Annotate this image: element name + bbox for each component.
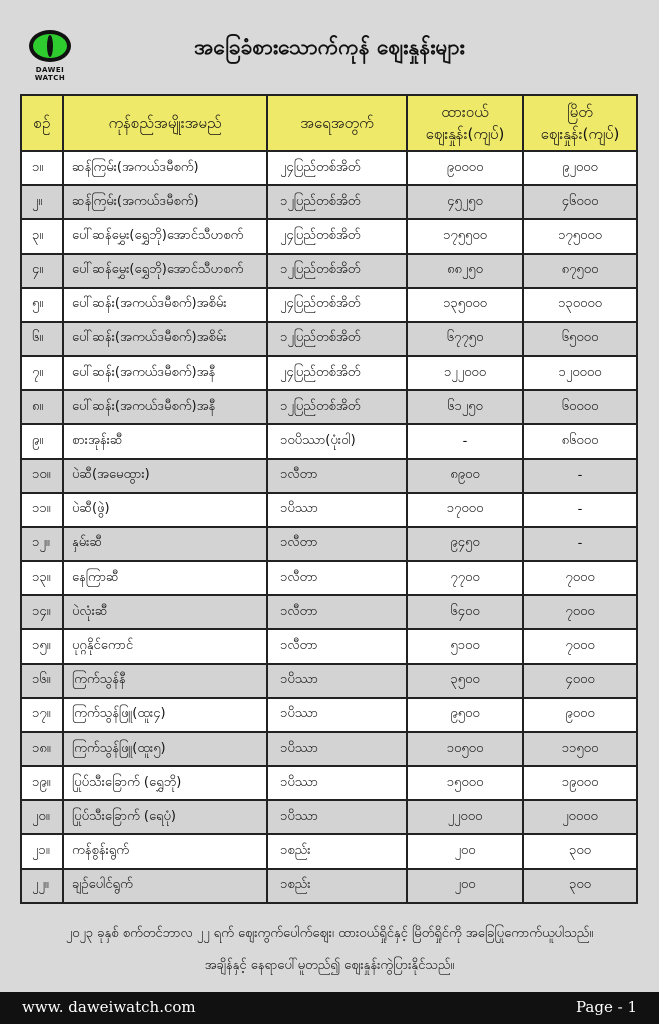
cell-dawei-price: ၈၈၂၅၀ bbox=[407, 254, 523, 288]
cell-myeik-price: ၈၆၀၀၀ bbox=[523, 424, 637, 458]
cell-no: ၁၄။ bbox=[21, 595, 63, 629]
cell-no: ၁၃။ bbox=[21, 561, 63, 595]
cell-myeik-price: ၃၀၀ bbox=[523, 834, 637, 868]
table-row bbox=[21, 322, 637, 356]
cell-unit: ၁စည်း bbox=[267, 869, 407, 903]
cell-name: ကန်စွန်းရွက် bbox=[63, 834, 267, 868]
cell-myeik-price: ၁၇၅၀၀၀ bbox=[523, 219, 637, 253]
cell-unit: ၁လီတာ bbox=[267, 527, 407, 561]
page-number: Page - 1 bbox=[576, 998, 637, 1016]
cell-name: ကြက်သွန်နီ bbox=[63, 664, 267, 698]
cell-no: ၁၆။ bbox=[21, 664, 63, 698]
cell-dawei-price: ၆၄၀၀ bbox=[407, 595, 523, 629]
cell-myeik-price: ၁၉၀၀၀ bbox=[523, 766, 637, 800]
table-row bbox=[21, 493, 637, 527]
cell-myeik-price: ၇၀၀၀ bbox=[523, 561, 637, 595]
logo-text: DAWEI WATCH bbox=[34, 66, 66, 82]
cell-unit: ၁၂ပြည်တစ်အိတ် bbox=[267, 390, 407, 424]
price-table bbox=[20, 94, 638, 904]
cell-myeik-price: ၂၀၀၀၀ bbox=[523, 800, 637, 834]
cell-myeik-price: ၁၁၅၀၀ bbox=[523, 732, 637, 766]
cell-no: ၁၀။ bbox=[21, 459, 63, 493]
table-row bbox=[21, 151, 637, 185]
cell-name: ပေါ်ဆန်း(အကယ်ဒမီစက်)အစိမ်း bbox=[63, 322, 267, 356]
table-row bbox=[21, 390, 637, 424]
cell-name: ပေါ်ဆန်မွှေး(ရွှေဘို)အောင်သီဟစက် bbox=[63, 219, 267, 253]
cell-unit: ၁လီတာ bbox=[267, 459, 407, 493]
cell-name: နှမ်းဆီ bbox=[63, 527, 267, 561]
cell-dawei-price: ၁၅၀၀၀ bbox=[407, 766, 523, 800]
cell-myeik-price: ၈၇၅၀၀ bbox=[523, 254, 637, 288]
cell-name: ပုဂ္ဂနိုင်ကောင် bbox=[63, 629, 267, 663]
cell-myeik-price: ၇၀၀၀ bbox=[523, 595, 637, 629]
cell-myeik-price: ၄၆၀၀၀ bbox=[523, 185, 637, 219]
cell-unit: ၁လီတာ bbox=[267, 629, 407, 663]
table-row bbox=[21, 698, 637, 732]
cell-no: ၁၂။ bbox=[21, 527, 63, 561]
header-dawei-line2: ဈေးနှုန်း(ကျပ်) bbox=[425, 125, 505, 143]
header-dawei-line1: ထားဝယ် bbox=[441, 103, 489, 121]
cell-name: စားအုန်းဆီ bbox=[63, 424, 267, 458]
cell-unit: ၁ပိဿာ bbox=[267, 698, 407, 732]
cell-dawei-price: ၁၃၅၀၀၀ bbox=[407, 288, 523, 322]
cell-dawei-price: ၉၄၅၀ bbox=[407, 527, 523, 561]
cell-dawei-price: ၂၀၀ bbox=[407, 834, 523, 868]
cell-no: ၁၇။ bbox=[21, 698, 63, 732]
cell-dawei-price: ၁၀၅၀၀ bbox=[407, 732, 523, 766]
cell-myeik-price: ၆၀၀၀၀ bbox=[523, 390, 637, 424]
cell-dawei-price: ၆၁၂၅၀ bbox=[407, 390, 523, 424]
cell-no: ၁၁။ bbox=[21, 493, 63, 527]
table-row bbox=[21, 800, 637, 834]
cell-no: ၅။ bbox=[21, 288, 63, 322]
table-row bbox=[21, 664, 637, 698]
header-myeik-line1: မြိတ် bbox=[567, 103, 593, 121]
cell-no: ၇။ bbox=[21, 356, 63, 390]
cell-unit: ၁လီတာ bbox=[267, 595, 407, 629]
cell-dawei-price: ၉၀၀၀၀ bbox=[407, 151, 523, 185]
cell-dawei-price: ၉၅၀၀ bbox=[407, 698, 523, 732]
cell-name: ပေါ်ဆန်မွှေး(ရွှေဘို)အောင်သီဟစက် bbox=[63, 254, 267, 288]
disclaimer-note: အချိန်နှင့် နေရာပေါ်မူတည်၍ ဈေးနှုန်းကွဲပြားနိုင်သည်။ bbox=[204, 958, 455, 973]
cell-no: ၂၀။ bbox=[21, 800, 63, 834]
cell-dawei-price: ၂၂၀၀၀ bbox=[407, 800, 523, 834]
cell-name: ပေါ်ဆန်း(အကယ်ဒမီစက်)အနီ bbox=[63, 390, 267, 424]
cell-no: ၁၅။ bbox=[21, 629, 63, 663]
cell-unit: ၁၀ပိဿာ(ပုံးဝါ) bbox=[267, 424, 407, 458]
cell-no: ၆။ bbox=[21, 322, 63, 356]
header-unit: အရေအတွက် bbox=[267, 95, 407, 151]
date-note: ၂၀၂၃ ခုနှစ် စက်တင်ဘာလ ၂၂ ရက် ဈေးကွက်ပေါက်ဈေး၊ ထားဝယ်ရှိုင်နှင့် မြိတ်ရှိုင်ကို အခြေပြုကောက်ယူပါသည်။ bbox=[65, 926, 594, 941]
table-row bbox=[21, 527, 637, 561]
cell-unit: ၁၂ပြည်တစ်အိတ် bbox=[267, 185, 407, 219]
cell-myeik-price: ၄၀၀၀ bbox=[523, 664, 637, 698]
cell-myeik-price: - bbox=[523, 493, 637, 527]
cell-unit: ၁ပိဿာ bbox=[267, 493, 407, 527]
cell-no: ၈။ bbox=[21, 390, 63, 424]
cell-myeik-price: ၇၀၀၀ bbox=[523, 629, 637, 663]
table-row bbox=[21, 459, 637, 493]
table-row bbox=[21, 732, 637, 766]
cell-unit: ၁ပိဿာ bbox=[267, 732, 407, 766]
cell-name: ပေါ်ဆန်း(အကယ်ဒမီစက်)အနီ bbox=[63, 356, 267, 390]
table-row bbox=[21, 766, 637, 800]
cell-unit: ၁ပိဿာ bbox=[267, 664, 407, 698]
cell-no: ၃။ bbox=[21, 219, 63, 253]
cell-dawei-price: ၅၁၀၀ bbox=[407, 629, 523, 663]
cell-no: ၂၁။ bbox=[21, 834, 63, 868]
cell-unit: ၁ပိဿာ bbox=[267, 766, 407, 800]
cell-name: ပဲလုံးဆီ bbox=[63, 595, 267, 629]
table-row bbox=[21, 561, 637, 595]
header-dawei-price bbox=[407, 95, 523, 151]
cell-unit: ၁၂ပြည်တစ်အိတ် bbox=[267, 322, 407, 356]
cell-myeik-price: ၁၂၀၀၀၀ bbox=[523, 356, 637, 390]
cell-myeik-price: ၉၀၀၀ bbox=[523, 698, 637, 732]
header-name: ကုန်စည်အမျိုးအမည် bbox=[63, 95, 267, 151]
table-row bbox=[21, 424, 637, 458]
cell-name: ကြက်သွန်ဖြူ(ထူး၄) bbox=[63, 698, 267, 732]
cell-myeik-price: ၁၃၀၀၀၀ bbox=[523, 288, 637, 322]
cell-dawei-price: ၁၇၅၅၀၀ bbox=[407, 219, 523, 253]
cell-myeik-price: ၉၂၀၀၀ bbox=[523, 151, 637, 185]
cell-no: ၁၉။ bbox=[21, 766, 63, 800]
cell-myeik-price: - bbox=[523, 527, 637, 561]
cell-no: ၂၂။ bbox=[21, 869, 63, 903]
cell-myeik-price: ၆၅၀၀၀ bbox=[523, 322, 637, 356]
cell-name: ပဲဆီ(ဖွဲ) bbox=[63, 493, 267, 527]
cell-no: ၉။ bbox=[21, 424, 63, 458]
website-link[interactable]: www. daweiwatch.com bbox=[22, 998, 196, 1016]
cell-name: ပြုပ်သီးခြောက် (ရေပုံ) bbox=[63, 800, 267, 834]
cell-dawei-price: ၆၇၇၅၀ bbox=[407, 322, 523, 356]
cell-no: ၁၈။ bbox=[21, 732, 63, 766]
cell-unit: ၁လီတာ bbox=[267, 561, 407, 595]
cell-name: ချဉ်ပေါင်ရွက် bbox=[63, 869, 267, 903]
cell-dawei-price: ၂၀၀ bbox=[407, 869, 523, 903]
table-row bbox=[21, 834, 637, 868]
cell-myeik-price: - bbox=[523, 459, 637, 493]
footer-bar bbox=[0, 992, 659, 1024]
cell-unit: ၂၄ပြည်တစ်အိတ် bbox=[267, 288, 407, 322]
table-row bbox=[21, 629, 637, 663]
table-row bbox=[21, 595, 637, 629]
cell-unit: ၂၄ပြည်တစ်အိတ် bbox=[267, 151, 407, 185]
table-row bbox=[21, 356, 637, 390]
cell-unit: ၁ပိဿာ bbox=[267, 800, 407, 834]
cell-no: ၁။ bbox=[21, 151, 63, 185]
table-row bbox=[21, 185, 637, 219]
cell-unit: ၂၄ပြည်တစ်အိတ် bbox=[267, 219, 407, 253]
cell-unit: ၁စည်း bbox=[267, 834, 407, 868]
page-title: အခြေခံစားသောက်ကုန် ဈေးနှုန်းများ bbox=[194, 35, 465, 59]
cell-unit: ၂၄ပြည်တစ်အိတ် bbox=[267, 356, 407, 390]
table-row bbox=[21, 219, 637, 253]
table-row bbox=[21, 869, 637, 903]
cell-dawei-price: ၃၅၀၀ bbox=[407, 664, 523, 698]
cell-name: ပြုပ်သီးခြောက် (ရွှေဘို) bbox=[63, 766, 267, 800]
header-myeik-price bbox=[523, 95, 637, 151]
cell-name: ပဲဆီ(အမေထွား) bbox=[63, 459, 267, 493]
cell-unit: ၁၂ပြည်တစ်အိတ် bbox=[267, 254, 407, 288]
cell-no: ၄။ bbox=[21, 254, 63, 288]
cell-myeik-price: ၃၀၀ bbox=[523, 869, 637, 903]
cell-no: ၂။ bbox=[21, 185, 63, 219]
header-myeik-line2: ဈေးနှုန်း(ကျပ်) bbox=[540, 125, 620, 143]
cell-dawei-price: - bbox=[407, 424, 523, 458]
cell-dawei-price: ၁၂၂၀၀၀ bbox=[407, 356, 523, 390]
table-row bbox=[21, 254, 637, 288]
header-no: စဉ် bbox=[21, 95, 63, 151]
table-row bbox=[21, 288, 637, 322]
cell-name: ဆန်ကြမ်း(အကယ်ဒမီစက်) bbox=[63, 185, 267, 219]
cell-name: ပေါ်ဆန်း(အကယ်ဒမီစက်)အစိမ်း bbox=[63, 288, 267, 322]
table-header-row bbox=[21, 95, 637, 151]
cell-dawei-price: ၈၉၀၀ bbox=[407, 459, 523, 493]
cell-name: နေကြာဆီ bbox=[63, 561, 267, 595]
cell-dawei-price: ၄၅၂၅၀ bbox=[407, 185, 523, 219]
cell-name: ကြက်သွန်ဖြူ(ထူး၅) bbox=[63, 732, 267, 766]
cell-name: ဆန်ကြမ်း(အကယ်ဒမီစက်) bbox=[63, 151, 267, 185]
cell-dawei-price: ၁၇၀၀၀ bbox=[407, 493, 523, 527]
cell-dawei-price: ၇၇၀၀ bbox=[407, 561, 523, 595]
